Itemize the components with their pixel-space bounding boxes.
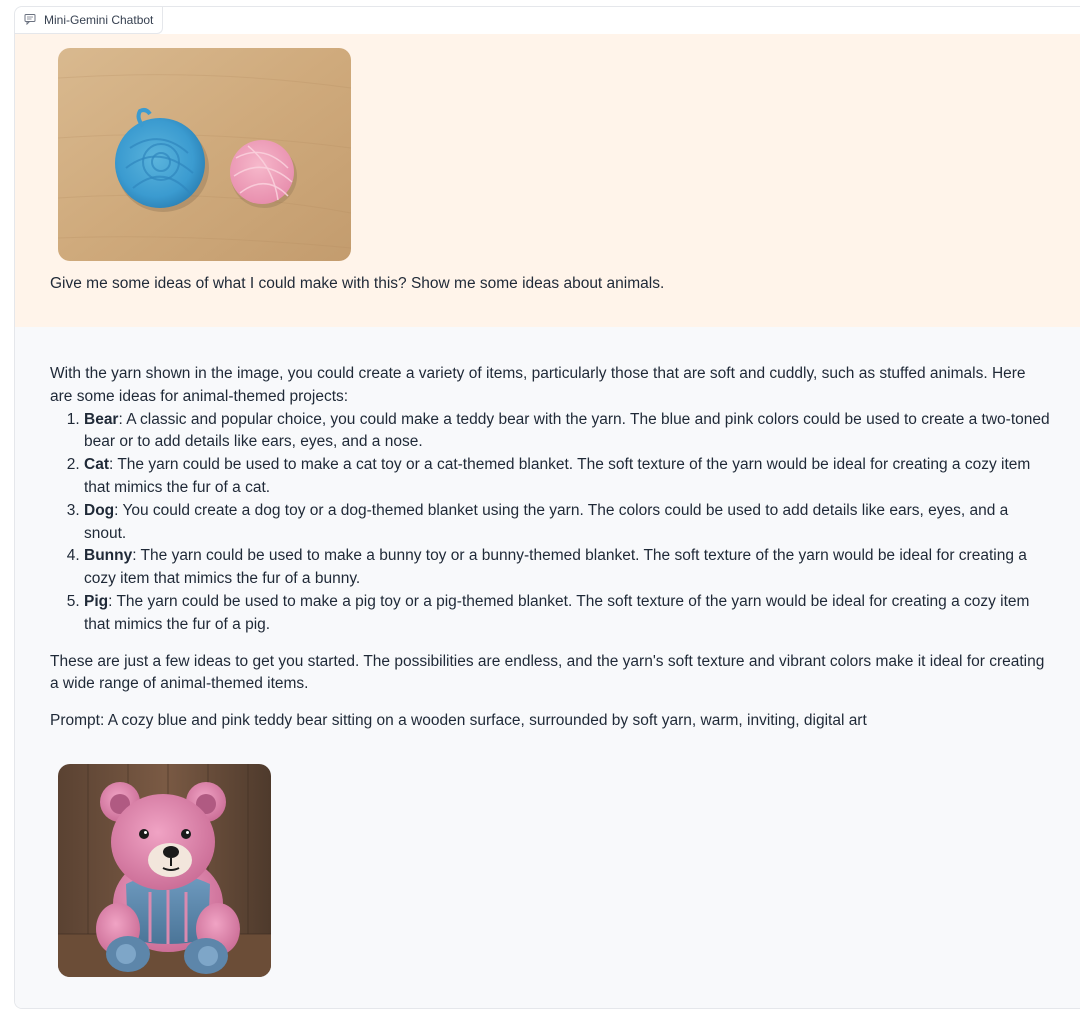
list-item [84,454,1050,500]
list-item-title: Bear [84,410,119,428]
list-item-title: Bunny [84,547,133,565]
bot-prompt: Prompt: A cozy blue and pink teddy bear sitting on a wooden surface, surrounded by soft yarn, warm, inviting, digital art [50,712,867,730]
list-item-title: Cat [84,456,109,474]
chatbot-panel [14,6,1080,1009]
list-item [84,591,1050,637]
bot-closing: These are just a few ideas to get you started. The possibilities are endless, and the yarn's soft texture and vibrant colors make it ideal for creating a wide range of animal-themed items. [50,652,1045,693]
user-message-text: Give me some ideas of what I could make with this? Show me some ideas about animals. [50,275,665,292]
list-item [84,545,1050,591]
bot-intro: With the yarn shown in the image, you could create a variety of items, particularly those that are soft and cuddly, such as stuffed animals. Here are some ideas for animal-themed projects: [50,365,1026,405]
chat-bubble-icon [24,13,36,28]
list-item-text: : The yarn could be used to make a bunny toy or a bunny-themed blanket. The soft texture of the yarn would be ideal for creating a cozy item that mimics the fur of a bunny. [84,547,1027,588]
list-item [84,500,1050,546]
user-message [15,34,1080,327]
chatbot-label-text: Mini-Gemini Chatbot [44,13,154,27]
list-item-text: : The yarn could be used to make a cat toy or a cat-themed blanket. The soft texture of the yarn would be ideal for creating a cozy item that mimics the fur of a cat. [84,456,1031,496]
chatbot-label [15,7,163,34]
list-item-text: : You could create a dog toy or a dog-themed blanket using the yarn. The colors could be used to add details like ears, eyes, and a snout. [84,501,1009,542]
list-item-title: Dog [84,501,115,519]
list-item-text: : A classic and popular choice, you could make a teddy bear with the yarn. The blue and pink colors could be used to create a two-toned bear or to add details like ears, eyes, and a nose. [84,410,1050,451]
bot-message [15,327,1080,1009]
ideas-list [50,409,1050,637]
bot-message-text [50,363,1050,733]
list-item-text: : The yarn could be used to make a pig toy or a pig-themed blanket. The soft texture of the yarn would be ideal for creating a cozy item that mimics the fur of a pig. [84,592,1030,633]
list-item-title: Pig [84,592,109,610]
uploaded-image[interactable] [58,48,351,261]
generated-image[interactable] [58,764,271,977]
list-item [84,409,1050,455]
